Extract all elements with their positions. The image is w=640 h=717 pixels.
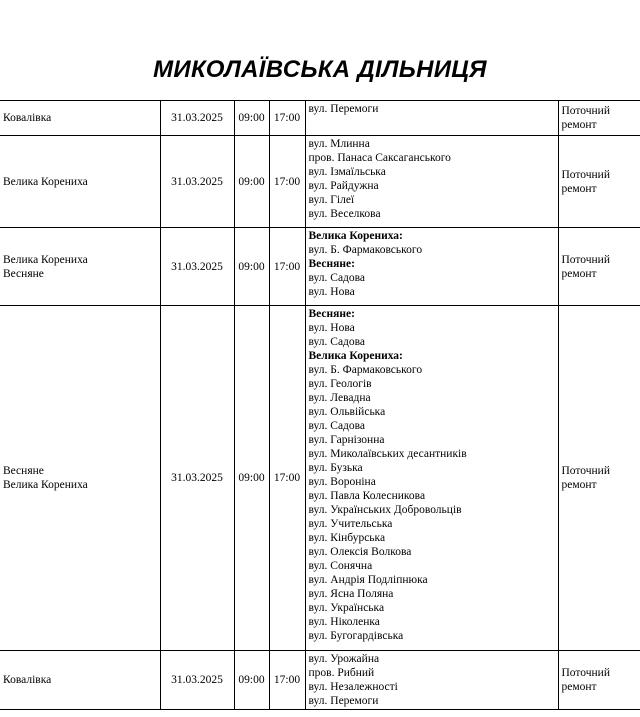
settlement-name: Велика Корениха	[3, 479, 88, 491]
settlement-cell	[0, 136, 160, 228]
settlement-cell	[0, 651, 160, 710]
work-type-text: Поточний	[561, 667, 610, 679]
street-name: вул. Сонячна	[308, 560, 373, 572]
settlement-heading: Велика Корениха:	[308, 230, 403, 242]
work-type-text: ремонт	[561, 119, 597, 131]
street-name: вул. Українських Добровольців	[308, 504, 462, 516]
table-row	[0, 306, 640, 651]
street-name: вул. Ясна Поляна	[308, 588, 394, 600]
streets-cell	[305, 136, 558, 228]
settlement-cell	[0, 306, 160, 651]
settlement-name: Ковалівка	[3, 112, 52, 124]
start-time-cell: 09:00	[234, 228, 269, 306]
date-cell: 31.03.2025	[160, 136, 234, 228]
street-name: вул. Незалежності	[308, 681, 398, 693]
street-name: вул. Геологів	[308, 378, 372, 390]
streets-cell	[305, 101, 558, 136]
street-name: вул. Левадна	[308, 392, 371, 404]
settlement-name: Ковалівка	[3, 674, 52, 686]
date-cell: 31.03.2025	[160, 306, 234, 651]
street-name: вул. Павла Колесникова	[308, 490, 426, 502]
date-cell: 31.03.2025	[160, 228, 234, 306]
street-name: вул. Райдужна	[308, 180, 379, 192]
street-name: вул. Андрія Подліпнюка	[308, 574, 428, 586]
street-name: вул. Ізмаїльська	[308, 166, 386, 178]
street-name: вул. Учительська	[308, 518, 393, 530]
work-type-cell	[558, 228, 640, 306]
end-time-cell: 17:00	[269, 228, 305, 306]
start-time-cell: 09:00	[234, 651, 269, 710]
settlement-name: Весняне	[3, 267, 44, 280]
start-time-cell: 09:00	[234, 101, 269, 136]
street-name: вул. Гілеї	[308, 194, 355, 206]
work-type-text: ремонт	[561, 681, 597, 693]
end-time-cell: 17:00	[269, 101, 305, 136]
street-name: вул. Урожайна	[308, 653, 380, 665]
street-name: вул. Нова	[308, 322, 355, 334]
table-row	[0, 228, 640, 306]
streets-cell	[305, 306, 558, 651]
settlement-name: Велика Корениха	[3, 253, 88, 266]
settlement-cell	[0, 228, 160, 306]
end-time-cell: 17:00	[269, 651, 305, 710]
work-type-cell	[558, 651, 640, 710]
date-cell: 31.03.2025	[160, 651, 234, 710]
street-name: вул. Бугогардівська	[308, 630, 404, 642]
settlement-heading: Велика Корениха:	[308, 350, 403, 362]
street-name: вул. Гарнізонна	[308, 434, 385, 446]
work-type-cell	[558, 136, 640, 228]
table-row	[0, 651, 640, 710]
table-body	[0, 101, 640, 710]
work-type-cell	[558, 101, 640, 136]
street-name: вул. Воронiна	[308, 476, 376, 488]
start-time-cell: 09:00	[234, 306, 269, 651]
street-name: вул. Ніколенка	[308, 616, 380, 628]
street-name: вул. Садова	[308, 420, 366, 432]
street-name: вул. Ольвійська	[308, 406, 386, 418]
work-type-text: ремонт	[561, 267, 597, 280]
streets-cell	[305, 228, 558, 306]
work-type-cell	[558, 306, 640, 651]
work-type-text: Поточний	[561, 168, 610, 181]
street-name: вул. Олексія Волкова	[308, 546, 412, 558]
work-type-text: Поточний	[561, 465, 610, 477]
street-name: вул. Миколаївських десантників	[308, 448, 467, 460]
street-name: вул. Бузька	[308, 462, 363, 474]
streets-cell	[305, 651, 558, 710]
street-name: вул. Кінбурська	[308, 532, 386, 544]
street-name: вул. Українська	[308, 602, 385, 614]
settlement-cell	[0, 101, 160, 136]
street-name: вул. Перемоги	[308, 695, 379, 707]
street-name: пров. Панаса Саксаганського	[308, 152, 451, 164]
street-name: вул. Нова	[308, 286, 355, 298]
settlement-name: Весняне	[3, 465, 44, 477]
street-name: вул. Б. Фармаковського	[308, 244, 423, 256]
street-name: вул. Веселкова	[308, 208, 381, 220]
street-name: вул. Садова	[308, 272, 366, 284]
settlement-name: Велика Корениха	[3, 175, 88, 188]
settlement-heading: Весняне:	[308, 308, 355, 320]
page-title: МИКОЛАЇВСЬКА ДІЛЬНИЦЯ	[153, 56, 487, 83]
work-type-text: Поточний	[561, 105, 610, 117]
street-name: пров. Рибний	[308, 667, 375, 679]
table-row	[0, 101, 640, 136]
street-name: вул. Б. Фармаковського	[308, 364, 423, 376]
start-time-cell: 09:00	[234, 136, 269, 228]
end-time-cell: 17:00	[269, 136, 305, 228]
work-type-text: ремонт	[561, 182, 597, 195]
street-name: вул. Перемоги	[308, 103, 379, 115]
work-type-text: ремонт	[561, 479, 597, 491]
date-cell: 31.03.2025	[160, 101, 234, 136]
outage-table	[0, 100, 640, 710]
settlement-heading: Весняне:	[308, 258, 355, 270]
table-row	[0, 136, 640, 228]
street-name: вул. Млинна	[308, 138, 370, 150]
outage-schedule	[0, 100, 640, 710]
work-type-text: Поточний	[561, 253, 610, 266]
end-time-cell: 17:00	[269, 306, 305, 651]
street-name: вул. Садова	[308, 336, 366, 348]
